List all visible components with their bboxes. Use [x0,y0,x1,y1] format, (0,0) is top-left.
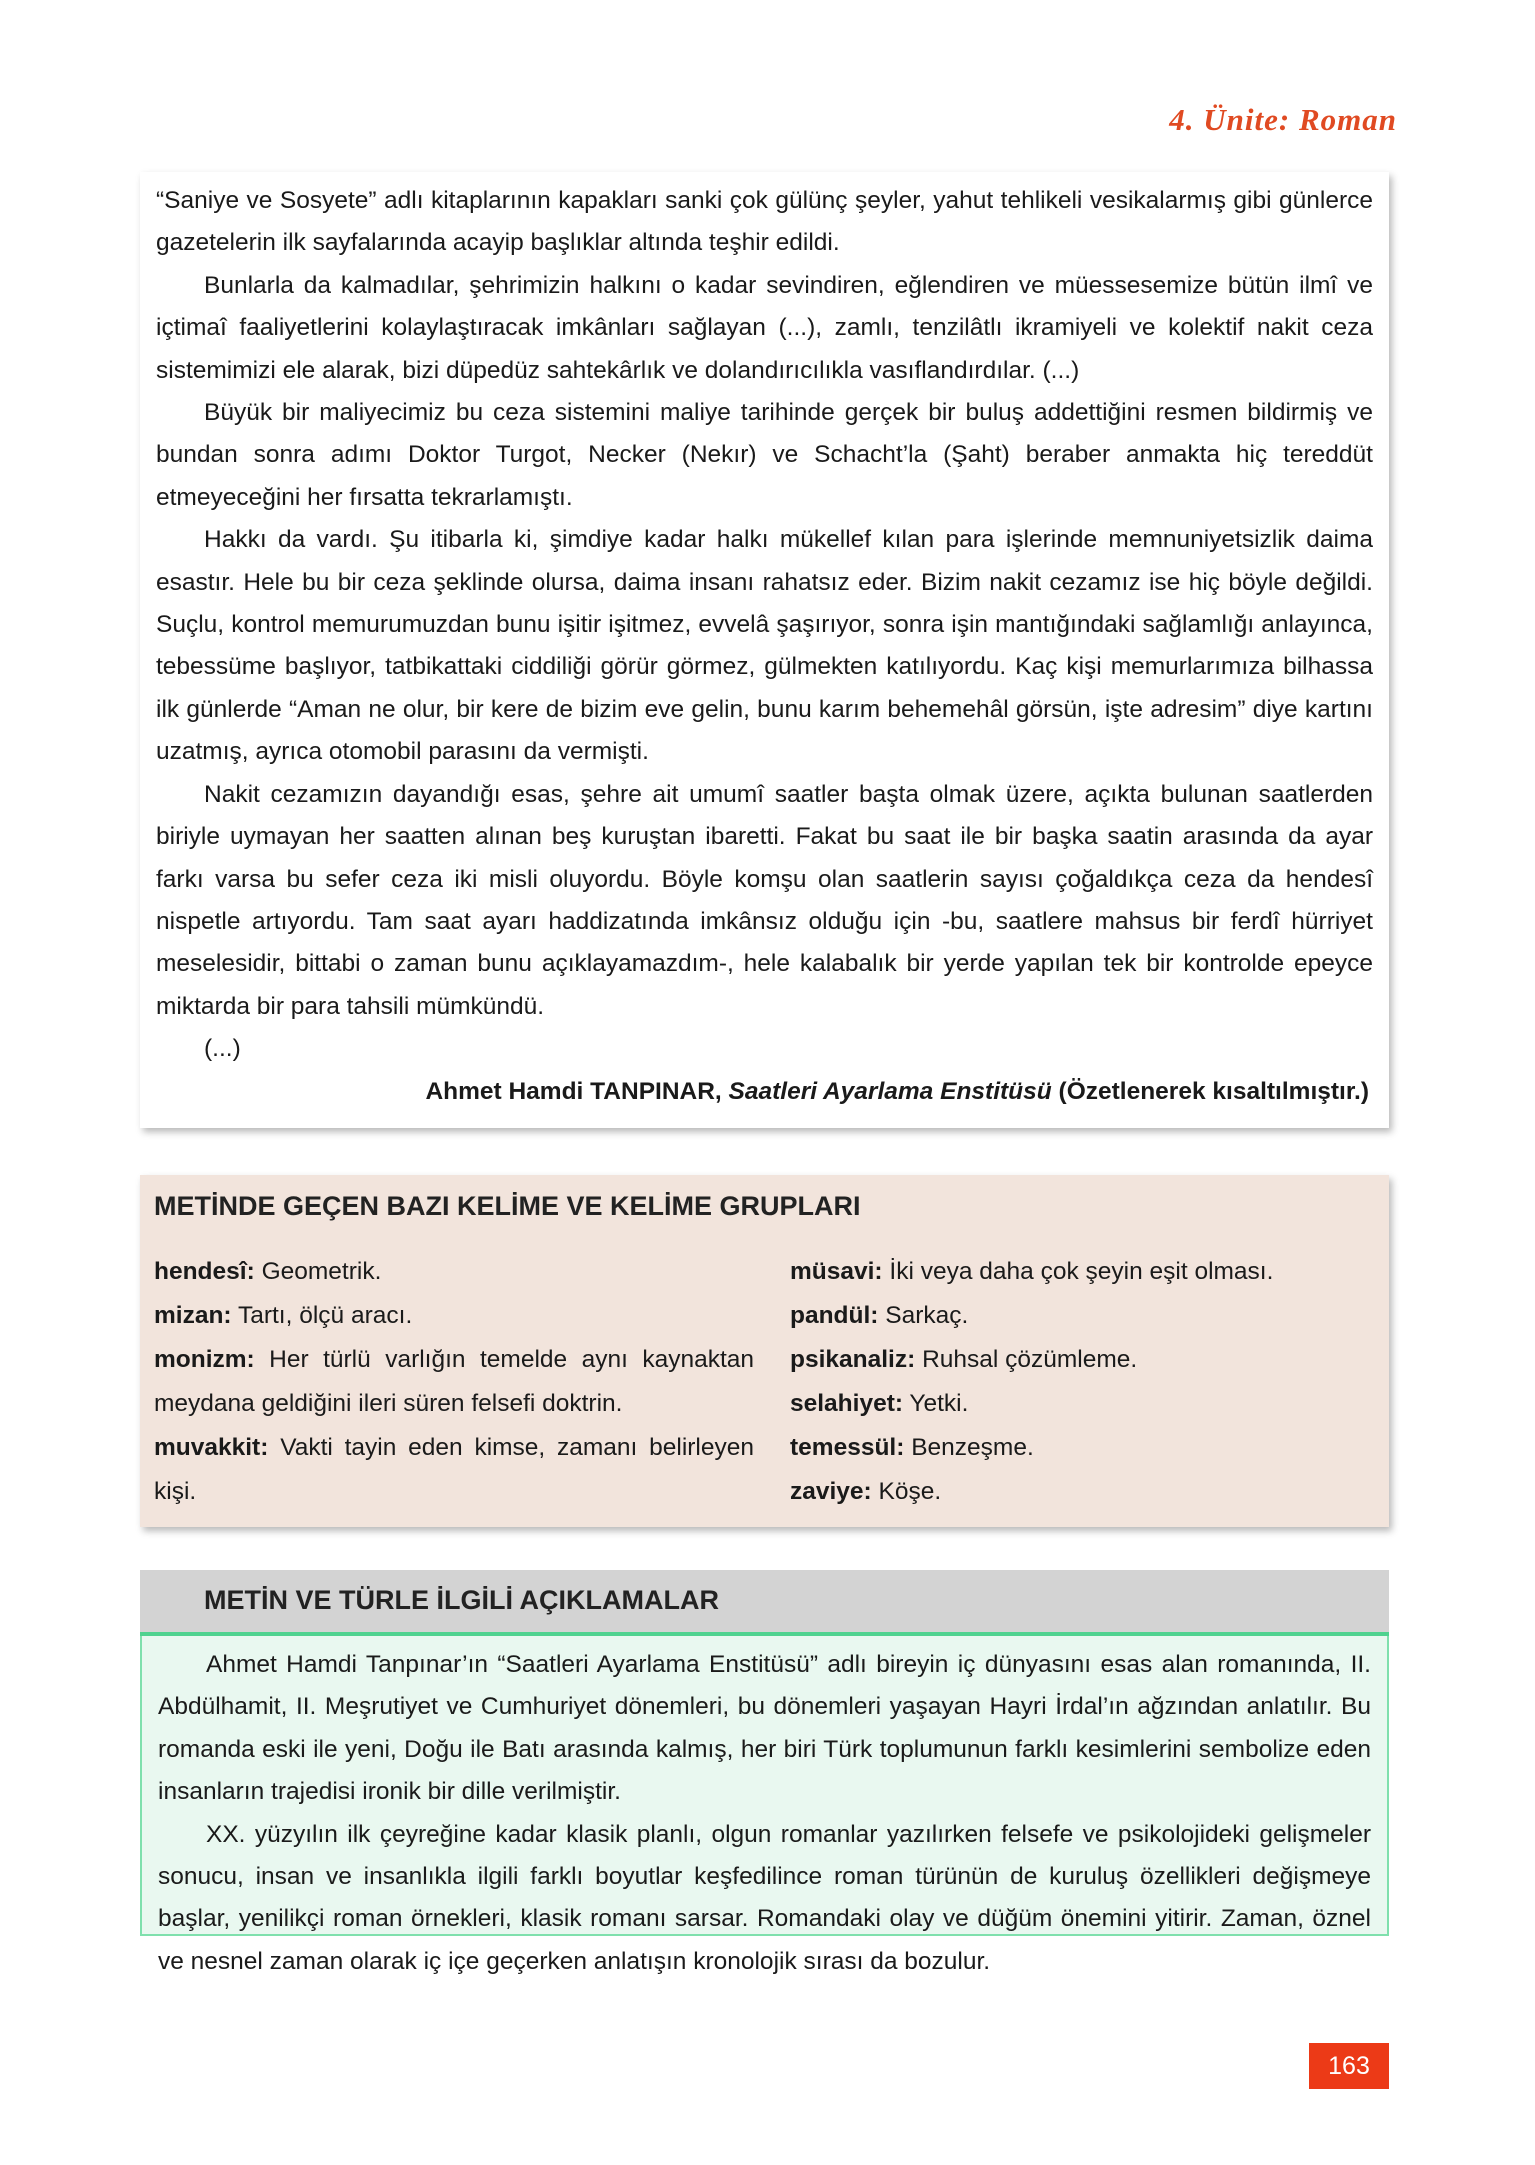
excerpt-paragraph: Hakkı da vardı. Şu itibarla ki, şimdiye kadar halkı mükellef kılan para işlerinde memnuniyetsizlik daima esastır. Hele bu bir ceza şeklinde olursa, daima insanı rahatsız eder. Bizim nakit cezamız ise hiç böyle değildi. Suçlu, kontrol memurumuzdan bunu işitir işitmez, evvelâ şaşırıyor, sonra işin mantığındaki sağlamlığı anlayınca, tebessüme başlıyor, tatbikattaki ciddiliği görür görmez, gülmekten katılıyordu. Kaç kişi memurlarımıza bilhassa ilk günlerde “Aman ne olur, bir kere de bizim eve gelin, bunu karım behemehâl görsün, işte adresim” diye kartını uzatmış, ayrıca otomobil parasını da vermişti. [156,526,1373,766]
vocabulary-entry [790,1294,1375,1338]
vocabulary-title: METİNDE GEÇEN BAZI KELİME VE KELİME GRUPLARI [154,1191,861,1221]
vocabulary-term: hendesî: [154,1258,255,1285]
excerpt-paragraph: Nakit cezamızın dayandığı esas, şehre ait umumî saatler başta olmak üzere, açıkta bulunan saatlerden biriyle uymayan her saatten alınan beş kuruştan ibaretti. Fakat bu saat ile bir başka saatin arasında da ayar farkı varsa bu sefer ceza iki misli oluyordu. Böyle komşu olan saatlerin sayısı çoğaldıkça ceza da hendesî nispetle artıyordu. Tam saat ayarı haddizatında imkânsız olduğu için -bu, saatlere mahsus bir ferdî hürriyet meselesidir, bittabi o zaman bunu açıklayamazdım-, hele kalabalık bir yerde yapılan tek bir kontrolde epeyce miktarda bir para tahsili mümkündü. [156,780,1373,1020]
explanation-paragraph: XX. yüzyılın ilk çeyreğine kadar klasik planlı, olgun romanlar yazılırken felsefe ve psikolojideki gelişmeler sonucu, insan ve insanlıkla ilgili farklı boyutlar keşfedilince roman türünün de kuruluş özellikleri değişmeye başlar, yenilikçi roman örnekleri, klasik romanı sarsar. Romandaki olay ve düğüm önemini yitirir. Zaman, öznel ve nesnel zaman olarak iç içe geçerken anlatışın kronolojik sırası da bozulur. [158,1820,1371,1975]
explanations-title: METİN VE TÜRLE İLGİLİ AÇIKLAMALAR [204,1585,719,1615]
vocabulary-entry [154,1294,754,1338]
excerpt-ellipsis: (...) [204,1035,241,1063]
excerpt-box [140,172,1389,1128]
vocabulary-definition: Tartı, ölçü aracı. [237,1302,413,1329]
vocabulary-term: pandül: [790,1302,879,1329]
vocabulary-definition: Köşe. [878,1478,942,1505]
explanations-header [140,1570,1389,1632]
unit-header: 4. Ünite: Roman [1169,102,1397,137]
vocabulary-entry [790,1470,1375,1514]
vocabulary-definition: Yetki. [909,1390,969,1417]
vocabulary-box [140,1175,1389,1527]
vocabulary-left-column [154,1250,754,1514]
citation-note: (Özetlenerek kısaltılmıştır.) [1058,1078,1369,1106]
vocabulary-definition: Vakti tayin eden kimse, zamanı belirleyen kişi. [154,1434,755,1505]
vocabulary-definition: Her türlü varlığın temelde aynı kaynaktan meydana geldiğini ileri süren felsefi doktrin. [154,1346,755,1417]
vocabulary-right-column [790,1250,1375,1514]
vocabulary-entry [790,1382,1375,1426]
vocabulary-term: temessül: [790,1434,905,1461]
vocabulary-definition: İki veya daha çok şeyin eşit olması. [889,1258,1274,1285]
vocabulary-entry [790,1250,1375,1294]
excerpt-paragraph: Büyük bir maliyecimiz bu ceza sistemini maliye tarihinde gerçek bir buluş addettiğini resmen bildirmiş ve bundan sonra adımı Doktor Turgot, Necker (Nekır) ve Schacht’la (Şaht) beraber anmakta hiç tereddüt etmeyeceğini her fırsatta tekrarlamıştı. [156,399,1373,511]
vocabulary-term: mizan: [154,1302,232,1329]
excerpt-paragraph: Bunlarla da kalmadılar, şehrimizin halkını o kadar sevindiren, eğlendiren ve müessesemize bütün ilmî ve içtimaî faaliyetlerini kolaylaştıracak imkânları sağlayan (...), zamlı, tenzilâtlı ikramiyeli ve kolektif nakit ceza sistemimizi ele alarak, bizi düpedüz sahtekârlık ve dolandırıcılıkla vasıflandırdılar. (...) [156,271,1373,384]
vocabulary-term: müsavi: [790,1258,883,1285]
citation-author: Ahmet Hamdi TANPINAR, [425,1078,722,1106]
vocabulary-entry [154,1426,754,1514]
vocabulary-definition: Ruhsal çözümleme. [922,1346,1138,1373]
vocabulary-definition: Geometrik. [261,1258,382,1285]
vocabulary-term: psikanaliz: [790,1346,916,1373]
vocabulary-entry [790,1426,1375,1470]
vocabulary-term: monizm: [154,1346,255,1373]
excerpt-paragraph: “Saniye ve Sosyete” adlı kitaplarının kapakları sanki çok gülünç şeyler, yahut tehlikeli vesikalarmış gibi günlerce gazetelerin ilk sayfalarında acayip başlıklar altında teşhir edildi. [156,187,1373,257]
vocabulary-entry [790,1338,1375,1382]
explanation-paragraph: Ahmet Hamdi Tanpınar’ın “Saatleri Ayarlama Enstitüsü” adlı bireyin iç dünyasını esas alan romanında, II. Abdülhamit, II. Meşrutiyet ve Cumhuriyet dönemleri, bu dönemleri yaşayan Hayri İrdal’ın ağzından anlatılır. Bu romanda eski ile yeni, Doğu ile Batı arasında kalmış, her biri Türk toplumunun farklı kesimlerini sembolize eden insanların trajedisi ironik bir dille verilmiştir. [158,1651,1371,1806]
vocabulary-entry [154,1250,754,1294]
vocabulary-term: selahiyet: [790,1390,904,1417]
vocabulary-definition: Benzeşme. [911,1434,1034,1461]
citation [156,1070,1373,1114]
citation-work: Saatleri Ayarlama Enstitüsü [728,1078,1052,1106]
vocabulary-definition: Sarkaç. [885,1302,969,1329]
explanations-box [140,1636,1389,1975]
page-number: 163 [1309,2043,1389,2089]
vocabulary-entry [154,1338,754,1426]
vocabulary-term: zaviye: [790,1478,872,1505]
vocabulary-term: muvakkit: [154,1434,269,1461]
